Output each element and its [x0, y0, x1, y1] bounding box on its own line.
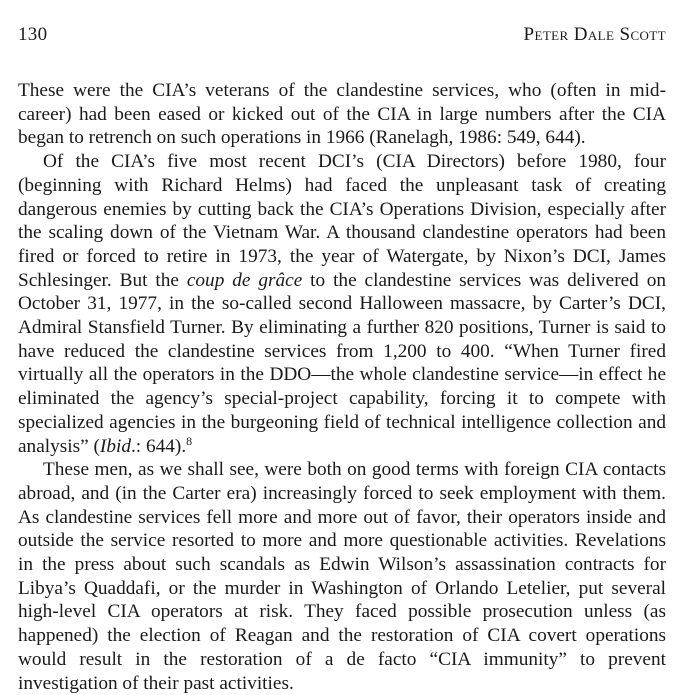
paragraph-2-text-c: .: 644). [130, 435, 187, 457]
paragraph-2-text-a: Of the CIA’s five most recent DCI’s (CIA Directors) before 1980, four (beginning with Richard Helms) had faced the unpleasant task of creating dangerous enemies by cutting back the CIA’s Operations Division, especially after the scaling down of the Vietnam War. A thousand clandestine operators had been fired or forced to retire in 1973, the year of Watergate, by Nixon’s DCI, James Schlesinger. But the [18, 151, 666, 291]
running-head [18, 0, 666, 60]
italic-coup-de-grace: coup de grâce [186, 269, 303, 291]
paragraph-2-text-b: to the clandestine services was delivered on October 31, 1977, in the so-called second Halloween massacre, by Carter’s DCI, Admiral Stansfield Turner. By eliminating a further 820 positions, Turner is said to have reduced the clandestine services from 1,200 to 400. “When Turner fired virtually all the operators in the DDO—the whole clandestine service—in effect he eliminated the agency’s special-project capability, forcing it to compete with specialized agencies in the burgeoning field of technical intelligence collection and analysis” ( [18, 269, 666, 457]
paragraph-2 [18, 150, 666, 458]
paragraph-3: These men, as we shall see, were both on good terms with foreign CIA contacts abroad, and (in the Carter era) increasingly forced to seek employment with them. As clandestine services fell more and more out of favor, their operators inside and outside the service resorted to more and more questionable activities. Revelations in the press about such scandals as Edwin Wilson’s assassination contracts for Libya’s Quaddafi, or the murder in Washington of Orlando Letelier, put several high-level CIA operators at risk. They faced possible prosecution unless (as happened) the election of Reagan and the restoration of CIA covert operations would result in the restoration of a de facto “CIA immunity” to prevent investigation of their past activities. [18, 459, 666, 694]
paragraph-1: These were the CIA’s veterans of the clandestine services, who (often in mid-career) had been eased or kicked out of the CIA in large numbers after the CIA began to retrench on such operations in 1966 (Ranelagh, 1986: 549, 644). [18, 80, 666, 149]
italic-ibid: Ibid [99, 435, 131, 457]
running-head-author: Peter Dale Scott [523, 24, 666, 45]
body-text [18, 79, 666, 695]
page-number: 130 [18, 24, 48, 45]
footnote-marker[interactable]: 8 [186, 433, 193, 448]
